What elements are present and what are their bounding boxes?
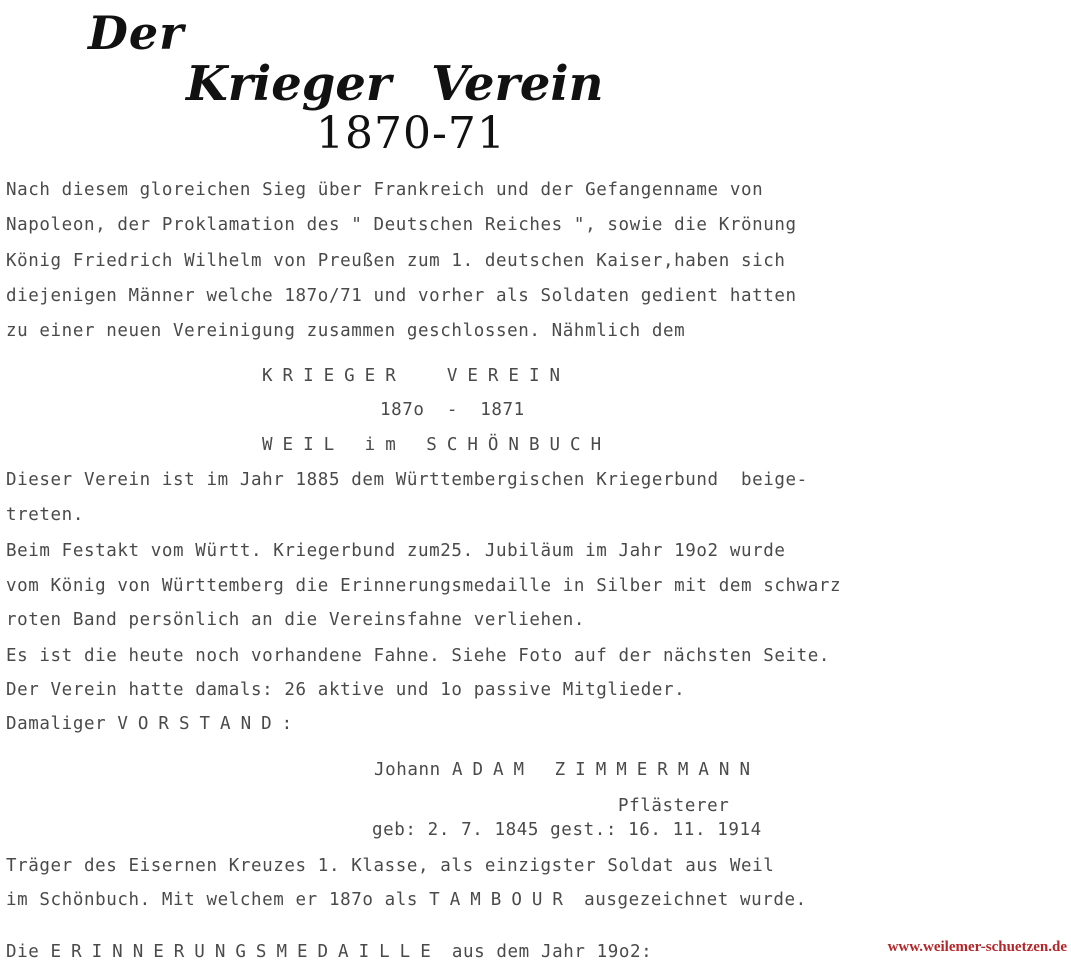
paragraph-2-line-2: treten.: [6, 505, 84, 525]
vorstand-prefix: Damaliger: [6, 714, 118, 734]
vorstand-first-name: Johann: [374, 760, 452, 780]
paragraph-8-text-c: aus dem Jahr 19o2:: [440, 942, 653, 960]
paragraph-3-line-2: vom König von Württemberg die Erinnerungsmedaille in Silber mit dem schwarz: [6, 576, 842, 596]
center-heading-place: WEIL im SCHÖNBUCH: [262, 435, 612, 455]
paragraph-4-line-1: Es ist die heute noch vorhandene Fahne. Siehe Foto auf der nächsten Seite.: [6, 646, 831, 666]
paragraph-1-line-3: König Friedrich Wilhelm von Preußen zum 1. deutschen Kaiser,haben sich: [6, 251, 786, 271]
vorstand-profession: Pflästerer: [618, 796, 730, 816]
title-verein: Verein: [431, 56, 604, 112]
paragraph-3-line-3: roten Band persönlich an die Vereinsfahne verliehen.: [6, 610, 586, 630]
title-krieger-verein: [186, 56, 604, 112]
center-heading-years: 187o - 1871: [380, 400, 525, 420]
title-der: Der: [88, 6, 185, 60]
paragraph-8-text-a: Die: [6, 942, 51, 960]
paragraph-5-line-1: Der Verein hatte damals: 26 aktive und 1o passive Mitglieder.: [6, 680, 686, 700]
paragraph-8-line-1: [6, 944, 652, 960]
paragraph-1-line-4: diejenigen Männer welche 187o/71 und vorher als Soldaten gedient hatten: [6, 286, 797, 306]
paragraph-8-medaille: ERINNERUNGSMEDAILLE: [50, 942, 441, 960]
vorstand-heading: [6, 716, 302, 734]
center-heading-verein: KRIEGER VEREIN: [262, 366, 571, 386]
paragraph-2-line-1: Dieser Verein ist im Jahr 1885 dem Württembergischen Kriegerbund beige-: [6, 470, 808, 490]
vorstand-label: VORSTAND:: [117, 714, 303, 734]
website-watermark: www.weilemer-schuetzen.de: [887, 939, 1067, 955]
paragraph-7-text-a: im Schönbuch. Mit welchem er 187o als: [6, 890, 430, 910]
vorstand-surname: ADAM ZIMMERMANN: [451, 760, 760, 780]
vorstand-name: [374, 762, 760, 780]
vorstand-dates: geb: 2. 7. 1845 gest.: 16. 11. 1914: [372, 820, 762, 840]
title-krieger: Krieger: [186, 56, 392, 112]
paragraph-7-line-1: Träger des Eisernen Kreuzes 1. Klasse, als einzigster Soldat aus Weil: [6, 856, 775, 876]
title-years: 1870-71: [316, 108, 506, 159]
paragraph-3-line-1: Beim Festakt vom Württ. Kriegerbund zum25. Jubiläum im Jahr 19o2 wurde: [6, 541, 786, 561]
paragraph-1-line-5: zu einer neuen Vereinigung zusammen geschlossen. Nähmlich dem: [6, 321, 686, 341]
paragraph-7-text-c: ausgezeichnet wurde.: [572, 890, 807, 910]
paragraph-7-tambour: TAMBOUR: [429, 890, 573, 910]
paragraph-1-line-2: Napoleon, der Proklamation des " Deutschen Reiches ", sowie die Krönung: [6, 215, 797, 235]
paragraph-7-line-2: [6, 892, 807, 910]
paragraph-1-line-1: Nach diesem gloreichen Sieg über Frankreich und der Gefangenname von: [6, 180, 764, 200]
